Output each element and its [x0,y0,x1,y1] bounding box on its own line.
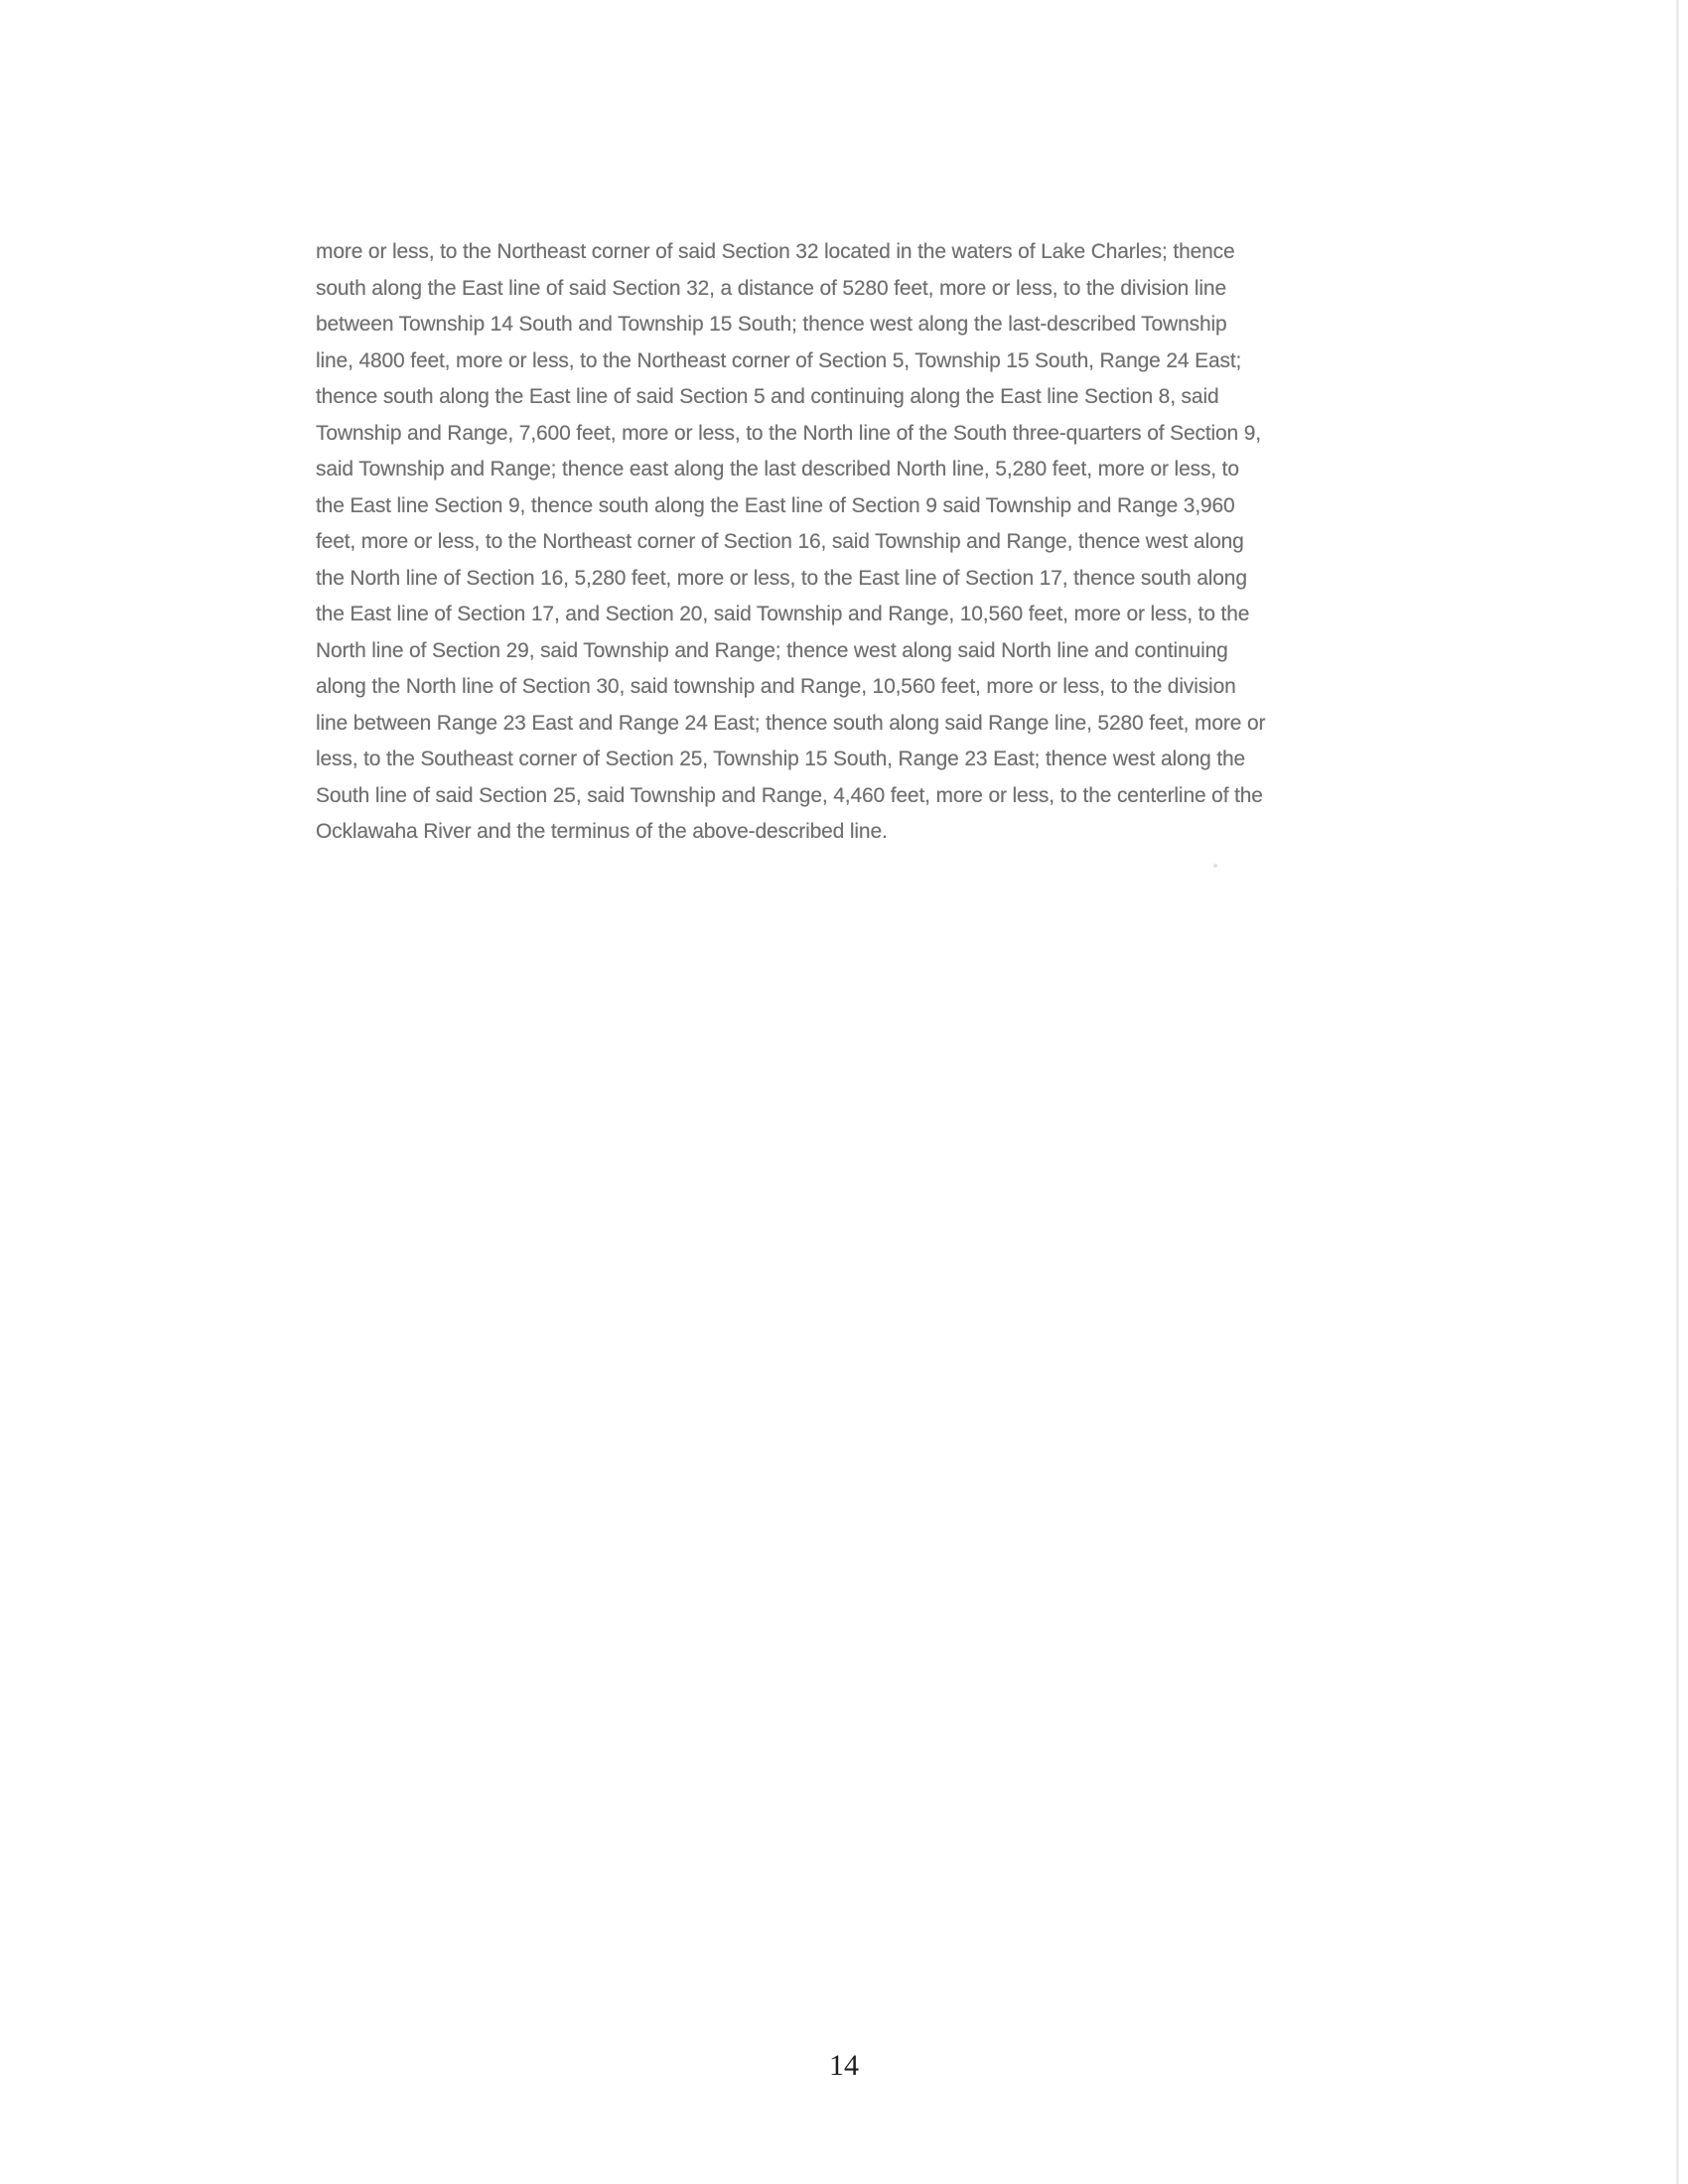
paragraph-line: thence south along the East line of said Section 5 and continuing along the East line Section 8, said [316,385,1219,408]
paragraph-line: along the North line of Section 30, said township and Range, 10,560 feet, more or less, to the division [316,675,1236,698]
page-number: 14 [829,2049,859,2082]
paragraph-line: Township and Range, 7,600 feet, more or less, to the North line of the South three-quarters of Section 9, [316,421,1261,445]
scan-edge-shadow [1676,0,1679,2184]
paragraph-line: Ocklawaha River and the terminus of the above-described line. [316,820,888,843]
paragraph-line: the East line Section 9, thence south along the East line of Section 9 said Township and Range 3,960 [316,493,1235,517]
paragraph-line: less, to the Southeast corner of Section 25, Township 15 South, Range 23 East; thence west along the [316,748,1246,770]
legal-description-paragraph [316,234,1408,851]
paragraph-line: between Township 14 South and Township 15 South; thence west along the last-described Township [316,313,1227,336]
paragraph-line: more or less, to the Northeast corner of said Section 32 located in the waters of Lake Charles; thence [316,240,1235,263]
paragraph-line: feet, more or less, to the Northeast corner of Section 16, said Township and Range, thence west along [316,530,1244,553]
paragraph-line: South line of said Section 25, said Township and Range, 4,460 feet, more or less, to the centerline of the [316,783,1263,807]
paragraph-line: line, 4800 feet, more or less, to the Northeast corner of Section 5, Township 15 South, Range 24 East; [316,348,1242,372]
paragraph-line: the East line of Section 17, and Section 20, said Township and Range, 10,560 feet, more or less, to the [316,603,1250,625]
paragraph-line: line between Range 23 East and Range 24 East; thence south along said Range line, 5280 feet, more or [316,711,1266,735]
paragraph-line: south along the East line of said Section 32, a distance of 5280 feet, more or less, to the division line [316,276,1226,300]
scan-speck [1213,864,1217,868]
paragraph-line: North line of Section 29, said Township and Range; thence west along said North line and continuing [316,638,1228,662]
paragraph-line: the North line of Section 16, 5,280 feet, more or less, to the East line of Section 17, thence south along [316,566,1247,590]
paragraph-line: said Township and Range; thence east along the last described North line, 5,280 feet, more or less, to [316,458,1239,480]
